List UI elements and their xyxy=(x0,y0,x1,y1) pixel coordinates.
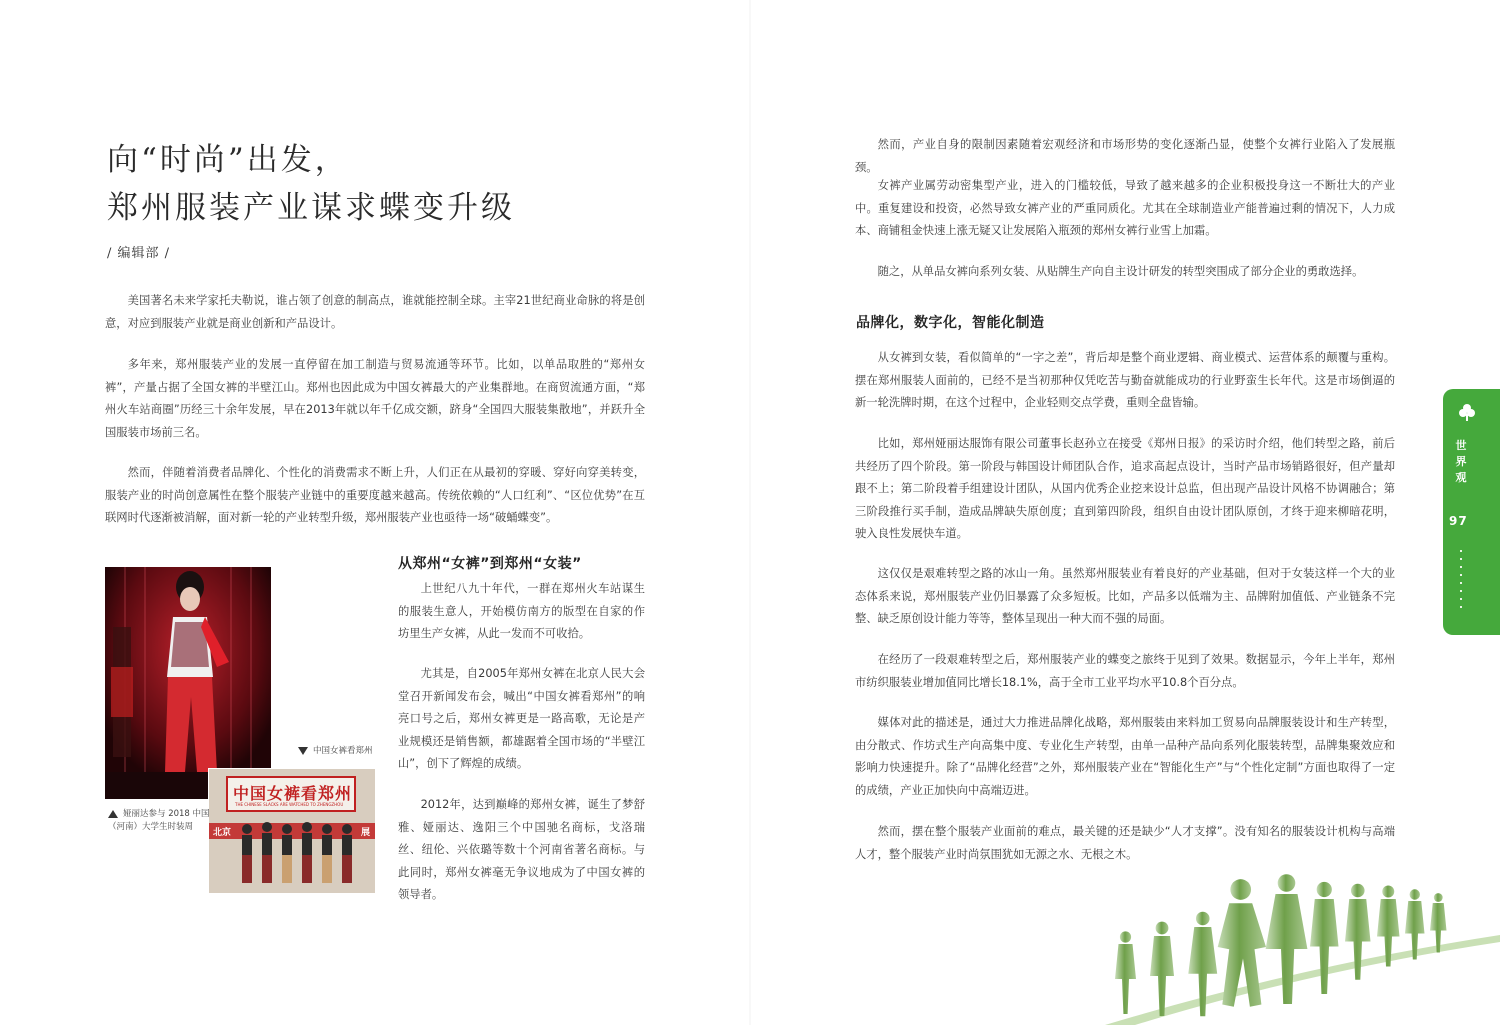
tab-dot-trail xyxy=(1458,550,1464,614)
right-paragraph-4: 从女裤到女装，看似简单的“一字之差”，背后却是整个商业逻辑、商业模式、运营体系的颠覆与重构。摆在郑州服装人面前的，已经不是当初那种仅凭吃苦与勤奋就能成功的行业野蛮生长年代。这是市场倒逼的新一轮洗牌时期，在这个过程中，企业轻则交点学费，重则全盘皆输。 xyxy=(855,351,1395,409)
banner-side-left: 北京 xyxy=(213,828,232,838)
right-paragraph-6: 这仅仅是艰难转型之路的冰山一角。虽然郑州服装业有着良好的产业基础，但对于女装这样一个大的业态体系来说，郑州服装产业仍旧暴露了众多短板。比如，产品多以低端为主、品牌附加值低、产业链条不完整、缺乏原创设计能力等等，整体呈现出一种大而不强的局面。 xyxy=(855,567,1395,625)
runway-photo-illustration xyxy=(105,567,271,799)
caption-arrow-up-icon xyxy=(108,810,118,818)
right-paragraph-7: 在经历了一段艰难转型之后，郑州服装产业的蝶变之旅终于见到了效果。数据显示，今年上半年，郑州市纺织服装业增加值同比增长18.1%，高于全市工业平均水平10.8个百分点。 xyxy=(855,653,1395,689)
intro-paragraph-3: 然而，伴随着消费者品牌化、个性化的消费需求不断上升，人们正在从最初的穿暖、穿好向穿美转变，服装产业的时尚创意属性在整个服装产业链中的重要度越来越高。传统依赖的“人口红利”、“区位优势”在互联网时代逐渐被消解，面对新一轮的产业转型升级，郑州服装产业也亟待一场“破蛹蝶变”。 xyxy=(105,466,645,524)
runway-caption xyxy=(108,808,218,834)
tab-char-1: 世 xyxy=(1455,439,1467,452)
section-paragraph-2: 尤其是，自2005年郑州女裤在北京人民大会堂召开新闻发布会，喊出“中国女裤看郑州”的响亮口号之后，郑州女裤更是一路高歌，无论是产业规模还是销售额，都雄踞着全国市场的“半壁江山”，创下了辉煌的成绩。 xyxy=(398,667,645,770)
byline: / 编辑部 / xyxy=(107,246,171,261)
right-paragraph-1: 然而，产业自身的限制因素随着宏观经济和市场形势的变化逐渐凸显，使整个女裤行业陷入了发展瓶颈。 xyxy=(855,138,1395,174)
section-paragraph-3: 2012年，达到巅峰的郑州女裤，诞生了梦舒雅、娅丽达、逸阳三个中国驰名商标，戈洛瑞丝、纽伦、兴依璐等数十个河南省著名商标。与此同时，郑州女裤毫无争议地成为了中国女裤的领导者。 xyxy=(398,798,645,901)
tab-char-2: 界 xyxy=(1455,455,1467,468)
right-paragraph-2: 女裤产业属劳动密集型产业，进入的门槛较低，导致了越来越多的企业积极投身这一不断壮大的产业中。重复建设和投资，必然导致女裤产业的严重同质化。尤其在全球制造业产能普遍过剩的情况下，人力成本、商铺租金快速上涨无疑又让发展陷入瓶颈的郑州女裤行业雪上加霜。 xyxy=(855,179,1395,237)
intro-paragraph-1: 美国著名未来学家托夫勒说，谁占领了创意的制高点，谁就能控制全球。主宰21世纪商业命脉的将是创意，对应到服装产业就是商业创新和产品设计。 xyxy=(105,294,645,330)
title-line-1: 向“时尚”出发， xyxy=(107,142,349,178)
right-paragraph-5: 比如，郑州娅丽达服饰有限公司董事长赵孙立在接受《郑州日报》的采访时介绍，他们转型之路，前后共经历了四个阶段。第一阶段与韩国设计师团队合作，追求高起点设计，当时产品市场销路很好，但产量却跟不上；第二阶段着手组建设计团队，从国内优秀企业挖来设计总监，但出现产品设计风格不协调融合；第三阶段推行买手制，造成品牌缺失原创度；直到第四阶段，组织自由设计团队原创，才终于迎来柳暗花明，驶入良性发展快车道。 xyxy=(855,437,1395,540)
title-line-2: 郑州服装产业谋求蝶变升级 xyxy=(107,190,515,226)
page-number: 97 xyxy=(1449,514,1468,528)
banner-photo xyxy=(208,768,376,894)
article-title xyxy=(107,136,515,232)
runway-caption-text: 娅丽达参与 2018 中国（河南）大学生时装周 xyxy=(108,809,210,832)
runway-photo xyxy=(105,567,271,799)
tab-char-3: 观 xyxy=(1455,471,1467,484)
right-paragraph-8: 媒体对此的描述是，通过大力推进品牌化战略，郑州服装由来料加工贸易向品牌服装设计和生产转型，由分散式、作坊式生产向高集中度、专业化生产转型，由单一品种产品向系列化服装转型，品牌集聚效应和影响力快速提升。除了“品牌化经营”之外，郑州服装产业在“智能化生产”与“个性化定制”方面也取得了一定的成绩，产业正加快向中高端迈进。 xyxy=(855,716,1395,797)
clover-logo-icon xyxy=(1458,403,1476,421)
right-paragraph-3: 随之，从单品女裤向系列女装、从贴牌生产向自主设计研发的转型突围成了部分企业的勇敢选择。 xyxy=(877,265,1364,278)
section-heading-trousers-to-apparel: 从郑州“女裤”到郑州“女装” xyxy=(398,556,582,572)
banner-caption xyxy=(298,745,373,758)
banner-caption-text: 中国女裤看郑州 xyxy=(313,746,373,756)
banner-subtext: THE CHINESE SLACKS ARE WATCHED TO ZHENGZHOU xyxy=(235,802,344,807)
banner-text: 中国女裤看郑州 xyxy=(233,784,353,803)
page-gutter xyxy=(749,0,751,1025)
women-silhouette-decoration xyxy=(1105,870,1500,1025)
section-heading-branding: 品牌化，数字化，智能化制造 xyxy=(856,315,1045,331)
intro-paragraph-2: 多年来，郑州服装产业的发展一直停留在加工制造与贸易流通等环节。比如，以单品取胜的“郑州女裤”，产量占据了全国女裤的半壁江山。郑州也因此成为中国女裤最大的产业集群地。在商贸流通方面，“郑州火车站商圈”历经三十余年发展，早在2013年就以年千亿成交额，跻身“全国四大服装集散地”，并跃升全国服装市场前三名。 xyxy=(105,358,645,439)
section-paragraph-1: 上世纪八九十年代，一群在郑州火车站谋生的服装生意人，开始模仿南方的版型在自家的作坊里生产女裤，从此一发而不可收拾。 xyxy=(398,582,645,640)
section-side-tab xyxy=(1443,389,1500,635)
banner-side-right: 展 xyxy=(361,828,371,838)
caption-arrow-down-icon xyxy=(298,747,308,755)
right-paragraph-9: 然而，摆在整个服装产业面前的难点，最关键的还是缺少“人才支撑”。没有知名的服装设计机构与高端人才，整个服装产业时尚氛围犹如无源之水、无根之木。 xyxy=(855,825,1395,861)
